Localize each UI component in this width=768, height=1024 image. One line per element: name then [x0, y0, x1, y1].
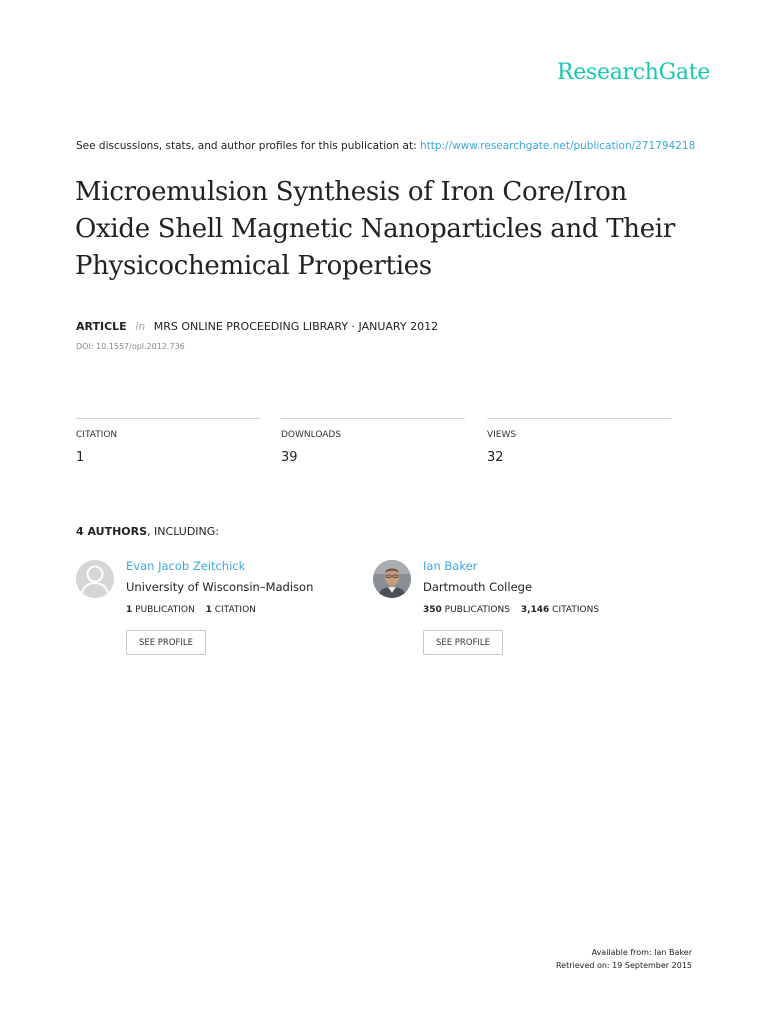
stat-value: 39: [281, 450, 298, 465]
default-user-icon[interactable]: [76, 560, 114, 598]
citations-count: 3,146: [520, 605, 550, 615]
author-counts: [423, 605, 599, 615]
see-profile-button[interactable]: SEE PROFILE: [126, 630, 206, 655]
discussion-text: See discussions, stats, and author profiles for this publication at:: [76, 140, 417, 152]
researchgate-logo[interactable]: ResearchGate: [557, 60, 710, 85]
see-profile-button[interactable]: SEE PROFILE: [423, 630, 503, 655]
discussion-line: [76, 140, 716, 152]
authors-header: [76, 525, 219, 538]
in-word: in: [135, 320, 146, 333]
citations-label: CITATIONS: [552, 605, 600, 615]
publications-label: PUBLICATION: [135, 605, 195, 615]
stat-citation: [76, 418, 260, 465]
author-photo[interactable]: [373, 560, 411, 598]
author-institution: Dartmouth College: [423, 580, 533, 594]
article-type: ARTICLE: [76, 320, 127, 333]
stat-value: 32: [487, 450, 504, 465]
publication-link[interactable]: http://www.researchgate.net/publication/271794218: [419, 140, 696, 152]
stat-label: CITATION: [76, 430, 118, 440]
doi: DOI: 10.1557/opl.2012.736: [76, 342, 185, 351]
publications-count: 1: [126, 605, 133, 615]
author-name-link[interactable]: Evan Jacob Zeitchick: [126, 559, 246, 573]
retrieved-on: Retrieved on: 19 September 2015: [555, 961, 692, 970]
author-counts: [126, 605, 256, 615]
footer: [556, 946, 692, 972]
authors-suffix: , INCLUDING:: [147, 525, 219, 538]
publications-count: 350: [423, 605, 442, 615]
available-from: Available from: Ian Baker: [591, 948, 692, 957]
stat-value: 1: [76, 450, 85, 465]
publication-meta: [76, 320, 438, 333]
stat-label: DOWNLOADS: [281, 430, 342, 440]
author-institution: University of Wisconsin–Madison: [126, 580, 314, 594]
authors-count: 4 AUTHORS: [76, 525, 148, 538]
stat-views: [487, 418, 671, 465]
publication-title: Microemulsion Synthesis of Iron Core/Iron Oxide Shell Magnetic Nanoparticles and Their Physicochemical Properties: [75, 177, 675, 281]
citations-label: CITATION: [214, 605, 256, 615]
citations-count: 1: [205, 605, 212, 615]
venue-date: MRS ONLINE PROCEEDING LIBRARY · JANUARY 2012: [153, 320, 439, 333]
author-name-link[interactable]: Ian Baker: [423, 559, 478, 573]
publications-label: PUBLICATIONS: [444, 605, 510, 615]
stat-label: VIEWS: [487, 430, 517, 440]
stat-downloads: [281, 418, 465, 465]
